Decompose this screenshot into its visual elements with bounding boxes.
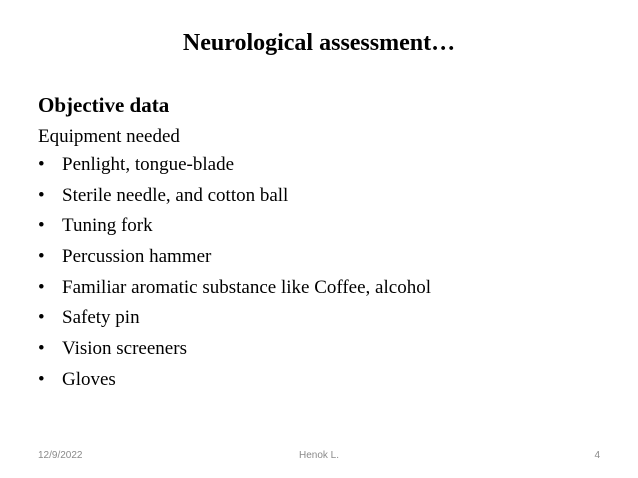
list-item-label: Percussion hammer bbox=[62, 246, 212, 268]
footer-author: Henok L. bbox=[298, 450, 340, 461]
list-item-label: Gloves bbox=[62, 368, 116, 390]
list-item bbox=[38, 365, 431, 396]
list-item-label: Safety pin bbox=[62, 307, 140, 329]
bullet-icon: • bbox=[38, 184, 45, 206]
bullet-icon: • bbox=[38, 338, 45, 360]
list-item bbox=[38, 211, 431, 242]
bullet-icon: • bbox=[38, 215, 45, 237]
list-item bbox=[38, 303, 431, 334]
list-item-label: Vision screeners bbox=[62, 338, 187, 360]
list-item bbox=[38, 242, 431, 273]
bullet-icon: • bbox=[38, 307, 45, 329]
bullet-icon: • bbox=[38, 276, 45, 298]
list-item-label: Familiar aromatic substance like Coffee, alcohol bbox=[62, 276, 431, 298]
equipment-list bbox=[38, 150, 431, 396]
section-heading: Objective data bbox=[38, 93, 170, 117]
list-item-label: Sterile needle, and cotton ball bbox=[62, 184, 289, 206]
footer-page-number: 4 bbox=[594, 450, 600, 461]
list-item bbox=[38, 334, 431, 365]
bullet-icon: • bbox=[38, 368, 45, 390]
section-subheading: Equipment needed bbox=[38, 126, 180, 147]
footer-date: 12/9/2022 bbox=[38, 450, 83, 461]
bullet-icon: • bbox=[38, 154, 45, 175]
list-item-label: Tuning fork bbox=[62, 215, 153, 237]
list-item-label: Penlight, tongue-blade bbox=[62, 154, 235, 175]
list-item bbox=[38, 273, 431, 304]
list-item bbox=[38, 181, 431, 212]
bullet-icon: • bbox=[38, 246, 45, 268]
list-item bbox=[38, 150, 431, 181]
slide-title: Neurological assessment… bbox=[182, 30, 456, 56]
